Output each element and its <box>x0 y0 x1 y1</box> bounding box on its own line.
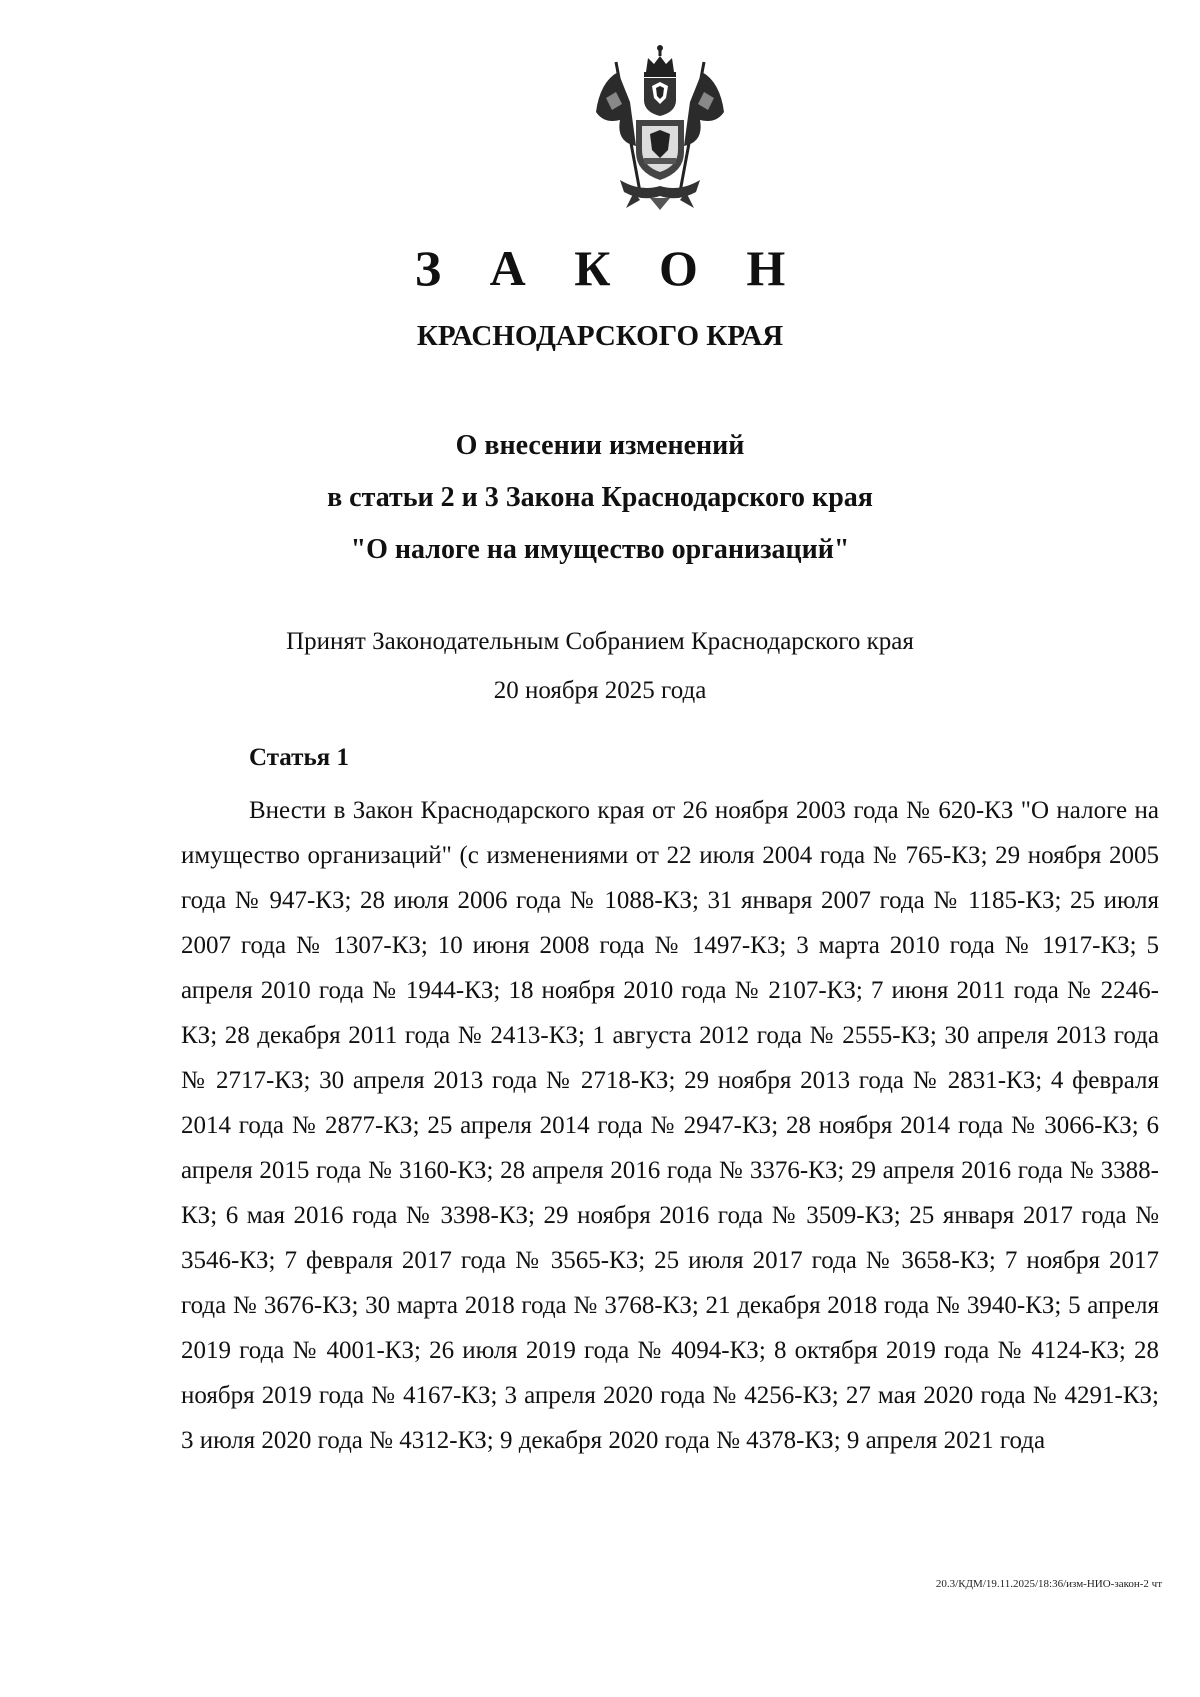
article-heading: Статья 1 <box>249 744 349 771</box>
document-footer-code: 20.3/КДМ/19.11.2025/18:36/изм-НИО-закон-2 чт <box>935 1578 1162 1590</box>
adoption-body: Принят Законодательным Собранием Краснодарского края <box>286 628 914 655</box>
law-name-line-1: О внесении изменений <box>455 430 745 461</box>
law-name-line-2: в статьи 2 и 3 Закона Краснодарского края <box>327 482 873 513</box>
krasnodar-krai-coat-of-arms-icon <box>590 42 730 210</box>
law-name <box>0 420 1200 576</box>
document-title: З А К О Н <box>414 240 804 296</box>
adoption-info <box>0 617 1200 715</box>
adoption-date: 20 ноября 2025 года <box>493 677 707 704</box>
document-subtitle: КРАСНОДАРСКОГО КРАЯ <box>416 320 784 352</box>
law-name-line-3: "О налоге на имущество организаций" <box>350 534 850 565</box>
article-text: Внести в Закон Краснодарского края от 26 ноября 2003 года № 620-КЗ "О налоге на имущество организаций" (с изменениями от 22 июля 2004 года № 765-КЗ; 29 ноября 2005 года № 947-КЗ; 28 июля 2006 года № 1088-КЗ; 31 января 2007 года № 1185-КЗ; 25 июля 2007 года № 1307-КЗ; 10 июня 2008 года № 1497-КЗ; 3 марта 2010 года № 1917-КЗ; 5 апреля 2010 года № 1944-КЗ; 18 ноября 2010 года № 2107-КЗ; 7 июня 2011 года № 2246-КЗ; 28 декабря 2011 года № 2413-КЗ; 1 августа 2012 года № 2555-КЗ; 30 апреля 2013 года № 2717-КЗ; 30 апреля 2013 года № 2718-КЗ; 29 ноября 2013 года № 2831-КЗ; 4 февраля 2014 года № 2877-КЗ; 25 апреля 2014 года № 2947-КЗ; 28 ноября 2014 года № 3066-КЗ; 6 апреля 2015 года № 3160-КЗ; 28 апреля 2016 года № 3376-КЗ; 29 апреля 2016 года № 3388-КЗ; 6 мая 2016 года № 3398-КЗ; 29 ноября 2016 года № 3509-КЗ; 25 января 2017 года № 3546-КЗ; 7 февраля 2017 года № 3565-КЗ; 25 июля 2017 года № 3658-КЗ; 7 ноября 2017 года № 3676-КЗ; 30 марта 2018 года № 3768-КЗ; 21 декабря 2018 года № 3940-КЗ; 5 апреля 2019 года № 4001-КЗ; 26 июля 2019 года № 4094-КЗ; 8 октября 2019 года № 4124-КЗ; 28 ноября 2019 года № 4167-КЗ; 3 апреля 2020 года № 4256-КЗ; 27 мая 2020 года № 4291-КЗ; 3 июля 2020 года № 4312-КЗ; 9 декабря 2020 года № 4378-КЗ; 9 апреля 2021 года <box>181 797 1159 1454</box>
